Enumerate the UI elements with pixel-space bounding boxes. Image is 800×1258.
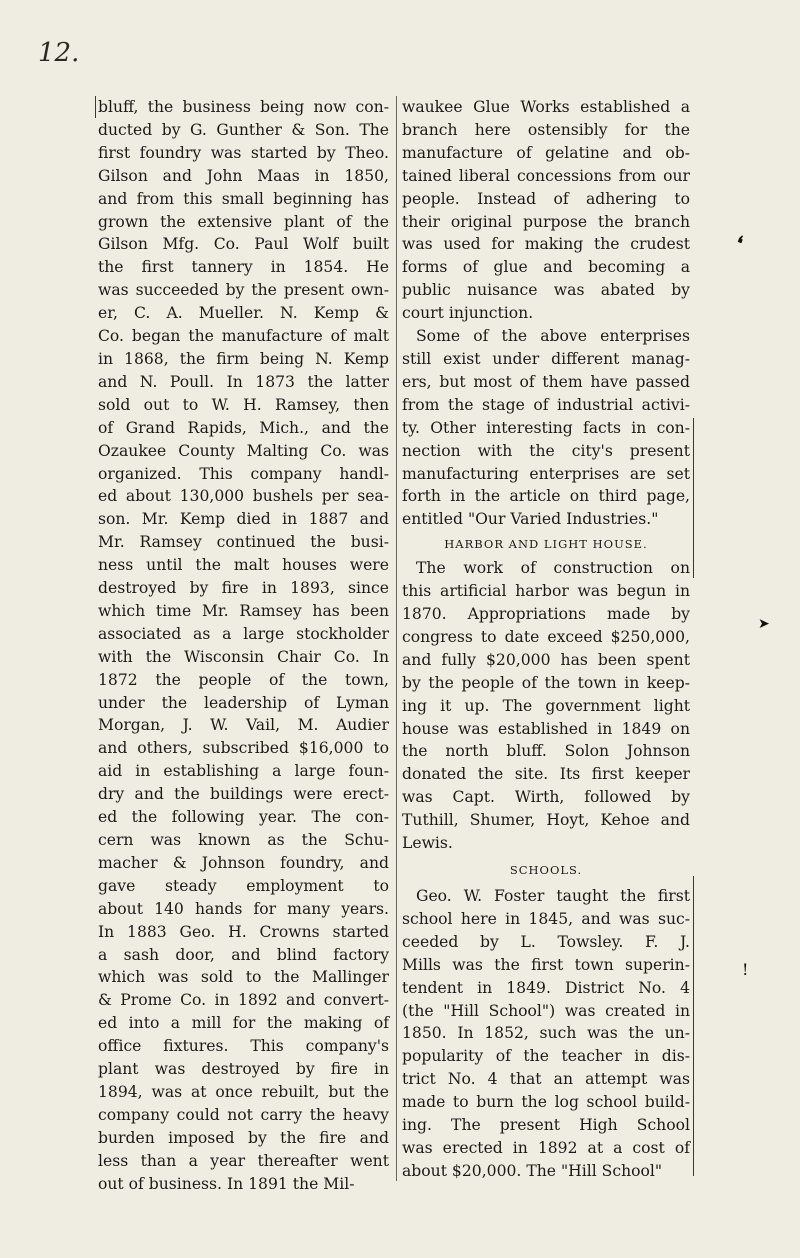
text-line: Gilson Mfg. Co. Paul Wolf built xyxy=(98,235,389,254)
text-line: a sash door, and blind factory xyxy=(98,945,389,964)
text-line: ty. Other interesting facts in con- xyxy=(402,418,690,437)
page-number: 12. xyxy=(38,38,80,68)
text-line: son. Mr. Kemp died in 1887 and xyxy=(98,510,389,529)
text-line: Morgan, J. W. Vail, M. Audier xyxy=(98,716,389,735)
text-line: with the Wisconsin Chair Co. In xyxy=(98,647,389,666)
text-line: waukee Glue Works established a xyxy=(402,98,690,116)
column-rule-right-lower xyxy=(693,876,694,1176)
text-line: sold out to W. H. Ramsey, then xyxy=(98,395,389,414)
text-line: plant was destroyed by fire in xyxy=(98,1060,389,1079)
text-line: and N. Poull. In 1873 the latter xyxy=(98,372,389,391)
text-line: out of business. In 1891 the Mil- xyxy=(98,1174,355,1193)
text-line: ceeded by L. Towsley. F. J. xyxy=(402,932,690,951)
text-line: ducted by G. Gunther & Son. The xyxy=(98,120,389,139)
column-rule-right xyxy=(693,418,694,578)
text-line: Some of the above enterprises xyxy=(416,327,690,346)
text-line: & Prome Co. in 1892 and convert- xyxy=(98,991,389,1010)
text-line: nection with the city's present xyxy=(402,441,690,460)
text-line: this artificial harbor was begun in xyxy=(402,582,690,601)
text-line: and from this small beginning has xyxy=(98,189,389,208)
text-line: Ozaukee County Malting Co. was xyxy=(98,441,389,460)
text-line: public nuisance was abated by xyxy=(402,281,690,300)
text-line: ed the following year. The con- xyxy=(98,808,389,827)
text-line: tendent in 1849. District No. 4 xyxy=(402,978,690,997)
text-line: burden imposed by the fire and xyxy=(98,1128,389,1147)
text-line: Geo. W. Foster taught the first xyxy=(416,887,690,905)
text-line: about $20,000. The "Hill School" xyxy=(402,1161,663,1180)
right-column-intro xyxy=(402,96,690,531)
text-line: was Capt. Wirth, followed by xyxy=(402,788,690,807)
text-line: destroyed by fire in 1893, since xyxy=(98,579,389,598)
text-line: ing it up. The government light xyxy=(402,696,690,715)
text-line: forth in the article on third page, xyxy=(402,487,690,506)
harbor-section xyxy=(402,557,690,855)
ink-mark: ❛ xyxy=(730,231,747,258)
text-line: gave steady employment to xyxy=(98,876,389,895)
text-line: aid in establishing a large foun- xyxy=(98,762,389,781)
text-line: cern was known as the Schu- xyxy=(98,831,389,849)
ink-mark: ➤ xyxy=(758,616,770,632)
text-line: by the people of the town in keep- xyxy=(402,673,690,692)
text-line: made to burn the log school build- xyxy=(402,1093,690,1112)
text-line: less than a year thereafter went xyxy=(98,1151,389,1170)
text-line: Mills was the first town superin- xyxy=(402,955,690,974)
text-line: and fully $20,000 has been spent xyxy=(402,650,690,669)
column-rule-left xyxy=(95,96,96,118)
text-line: ing. The present High School xyxy=(402,1116,690,1135)
left-column xyxy=(98,96,389,1196)
text-line: 1872 the people of the town, xyxy=(98,670,389,689)
ink-mark: ! xyxy=(742,960,749,979)
text-line: er, C. A. Mueller. N. Kemp & xyxy=(98,304,389,323)
text-line: the north bluff. Solon Johnson xyxy=(402,742,690,761)
text-line: under the leadership of Lyman xyxy=(98,693,389,712)
text-line: popularity of the teacher in dis- xyxy=(402,1047,690,1066)
text-line: the first tannery in 1854. He xyxy=(98,258,389,277)
harbor-heading: HARBOR AND LIGHT HOUSE. xyxy=(444,537,648,552)
text-line: Gilson and John Maas in 1850, xyxy=(98,166,389,185)
text-line: was erected in 1892 at a cost of xyxy=(402,1138,690,1157)
text-line: donated the site. Its first keeper xyxy=(402,765,690,784)
text-line: ed about 130,000 bushels per sea- xyxy=(98,487,389,506)
text-line: was used for making the crudest xyxy=(402,235,690,254)
text-line: was succeeded by the present own- xyxy=(98,281,389,300)
schools-section xyxy=(402,885,690,1183)
text-line: associated as a large stockholder xyxy=(98,624,389,643)
text-line: which was sold to the Mallinger xyxy=(98,968,389,987)
text-line: house was established in 1849 on xyxy=(402,719,690,738)
text-line: Lewis. xyxy=(402,834,453,853)
text-line: dry and the buildings were erect- xyxy=(98,785,389,804)
text-line: branch here ostensibly for the xyxy=(402,120,690,139)
text-line: forms of glue and becoming a xyxy=(402,258,690,277)
text-line: macher & Johnson foundry, and xyxy=(98,853,389,872)
text-line: 1850. In 1852, such was the un- xyxy=(402,1024,690,1043)
right-column xyxy=(402,96,690,1183)
text-line: Co. began the manufacture of malt xyxy=(98,327,389,346)
text-line: school here in 1845, and was suc- xyxy=(402,909,690,928)
schools-heading: SCHOOLS. xyxy=(509,863,583,877)
text-line: tained liberal concessions from our xyxy=(402,166,690,185)
text-line: in 1868, the firm being N. Kemp xyxy=(98,349,389,368)
text-line: office fixtures. This company's xyxy=(98,1037,389,1056)
text-line: congress to date exceed $250,000, xyxy=(402,627,690,646)
text-line: ers, but most of them have passed xyxy=(402,372,690,391)
text-line: (the "Hill School") was created in xyxy=(402,1001,690,1020)
text-line: grown the extensive plant of the xyxy=(98,212,389,231)
text-line: organized. This company handl- xyxy=(98,464,389,483)
text-line: ness until the malt houses were xyxy=(98,556,389,575)
text-line: first foundry was started by Theo. xyxy=(98,143,389,162)
text-line: manufacture of gelatine and ob- xyxy=(402,143,690,162)
text-line: Tuthill, Shumer, Hoyt, Kehoe and xyxy=(402,811,690,830)
column-divider xyxy=(396,96,397,1181)
text-line: trict No. 4 that an attempt was xyxy=(402,1070,690,1089)
text-line: still exist under different manag- xyxy=(402,349,690,368)
text-line: of Grand Rapids, Mich., and the xyxy=(98,418,389,437)
text-line: company could not carry the heavy xyxy=(98,1105,389,1124)
text-line: about 140 hands for many years. xyxy=(98,899,389,918)
text-line: ed into a mill for the making of xyxy=(98,1014,389,1033)
text-line: their original purpose the branch xyxy=(402,212,690,231)
text-line: Mr. Ramsey continued the busi- xyxy=(98,533,389,552)
text-line: and others, subscribed $16,000 to xyxy=(98,739,389,758)
text-line: 1894, was at once rebuilt, but the xyxy=(98,1082,389,1101)
text-line: The work of construction on xyxy=(416,559,690,578)
text-line: In 1883 Geo. H. Crowns started xyxy=(98,922,389,941)
text-line: bluff, the business being now con- xyxy=(98,98,389,116)
text-line: people. Instead of adhering to xyxy=(402,189,690,208)
text-line: manufacturing enterprises are set xyxy=(402,464,690,483)
text-line: entitled "Our Varied Industries." xyxy=(402,510,659,529)
text-line: 1870. Appropriations made by xyxy=(402,605,690,624)
text-line: from the stage of industrial activi- xyxy=(402,395,690,414)
text-line: which time Mr. Ramsey has been xyxy=(98,601,389,620)
text-line: court injunction. xyxy=(402,304,534,323)
